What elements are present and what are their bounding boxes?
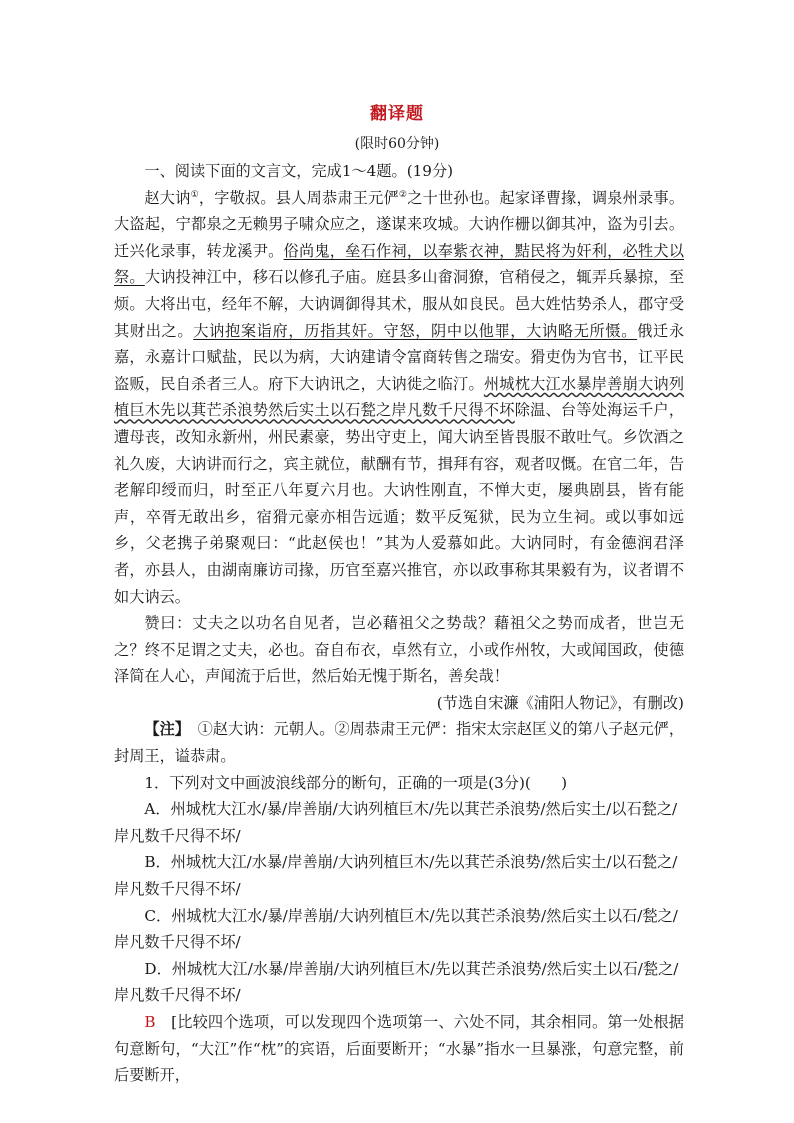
passage-text: 除温、台等处海运千户，遭母丧，改知永新州，州民素豪，势出守吏上，闻大讷至皆畏服不敢吐气。乡饮酒之礼久废，大讷讲而行之，宾主就位，献酬有节，揖拜有容，观者叹慨。在官二年，告老解印绶而归，时至正八年夏六月也。大讷性刚直，不惮大吏，屡典剧县，皆有能声，卒胥无敢出乡，宿猾元豪亦相告远遁；数平反冤狱，民为立生祠。或以事如远乡，父老携子弟聚观曰：“此赵侯也！”其为人爱慕如此。大讷同时，有金德润君泽者，亦县人，由湖南廉访司掾，历官至嘉兴推官，亦以政事称其果毅有为，议者谓不如大讷云。 <box>114 401 685 606</box>
wavy-underlined-sentence: 州城枕大江水暴岸善崩大讷列植巨木先以萁芒杀浪势然后实土以石甃之岸凡数千尺得不坏 <box>114 374 685 420</box>
passage-paragraph-2: 赞曰：丈夫之以功名自见者，岂必藉祖父之势哉？藉祖父之势而成者，世岂无之？终不足谓之丈夫，必也。奋自布衣，卓然有立，小或作州牧，大或闻国政，使德泽简在人心，声闻流于后世，然后始无愧于斯名，善矣哉！ <box>114 614 684 686</box>
answer-explanation <box>114 1009 684 1089</box>
note-tag: 【注】 <box>144 720 183 739</box>
question-1-stem: 1．下列对文中画波浪线部分的断句，正确的一项是(3分)( ) <box>144 773 568 792</box>
section-intro: 一、阅读下面的文言文，完成1～4题。(19分) <box>144 162 454 180</box>
passage-text: 之十世孙也。起家译曹掾，调泉州录事。大盗起，宁都泉之无赖男子啸众应之，遂谋来攻城。大讷作栅以御其冲，盗为引去。迁兴化录事，转龙溪尹。 <box>114 188 685 260</box>
answer-letter: B <box>144 1013 156 1031</box>
page-title: 翻译题 <box>370 104 424 124</box>
footnote-marker-1: ① <box>190 189 199 200</box>
option-c: C．州城枕大江水/暴/岸善崩/大讷列植巨木/先以萁芒杀浪势/然后实土以石/甃之/岸凡数千尺得不坏/ <box>114 906 678 952</box>
time-limit: (限时60分钟) <box>354 136 440 152</box>
document-body <box>114 158 684 1089</box>
footnote-marker-2: ② <box>398 189 408 200</box>
note-text: ①赵大讷：元朝人。②周恭肃王元俨：指宋太宗赵匡义的第八子赵元俨，封周王，谥恭肃。 <box>114 720 685 766</box>
passage-text: 大讷投神江中，移石以修孔子庙。庭县多山畲洞獠，官稍侵之，辄弄兵暴掠，至烦。大将出屯，经年不解，大讷调御得其术，服从如良民。邑大姓怙势杀人，郡守受其财出之。 <box>114 268 685 340</box>
option-b: B．州城枕大江/水暴/岸善崩/大讷列植巨木/先以萁芒杀浪势/然后实土/以石甃之/岸凡数千尺得不坏/ <box>114 853 678 899</box>
underlined-sentence-2: 大讷抱案诣府，历指其奸。守怒，阴中以他罪，大讷略无所慑。 <box>193 321 638 340</box>
option-a: A．州城枕大江水/暴/岸善崩/大讷列植巨木/先以萁芒杀浪势/然后实土/以石甃之/岸凡数千尺得不坏/ <box>114 800 678 845</box>
underlined-sentence-1: 俗尚鬼，垒石作祠，以奉紫衣神，黠民将为奸利，必牲犬以祭。 <box>114 241 685 287</box>
passage-text: ，字敬叔。县人周恭肃王元俨 <box>198 188 399 207</box>
option-d: D．州城枕大江/水暴/岸善崩/大讷列植巨木/先以萁芒杀浪势/然后实土以石/甃之/岸凡数千尺得不坏/ <box>114 959 679 1005</box>
passage-source: (节选自宋濂《浦阳人物记》，有删改) <box>436 693 684 712</box>
passage-paragraph-1 <box>114 185 684 611</box>
passage-text: 俄迁永嘉，永嘉计口赋盐，民以为病，大讷建请令富商转售之瑞安。猾吏伪为官书，讧平民盗贩，民自杀者三人。府下大讷讯之，大讷徙之临汀。 <box>114 321 685 393</box>
annotation-note <box>114 716 684 769</box>
explanation-text: [比较四个选项，可以发现四个选项第一、六处不同，其余相同。第一处根据句意断句，“大江”作“枕”的宾语，后面要断开；“水暴”指水一旦暴涨，句意完整，前后要断开， <box>114 1013 684 1085</box>
passage-text: 赵大讷 <box>144 188 191 207</box>
